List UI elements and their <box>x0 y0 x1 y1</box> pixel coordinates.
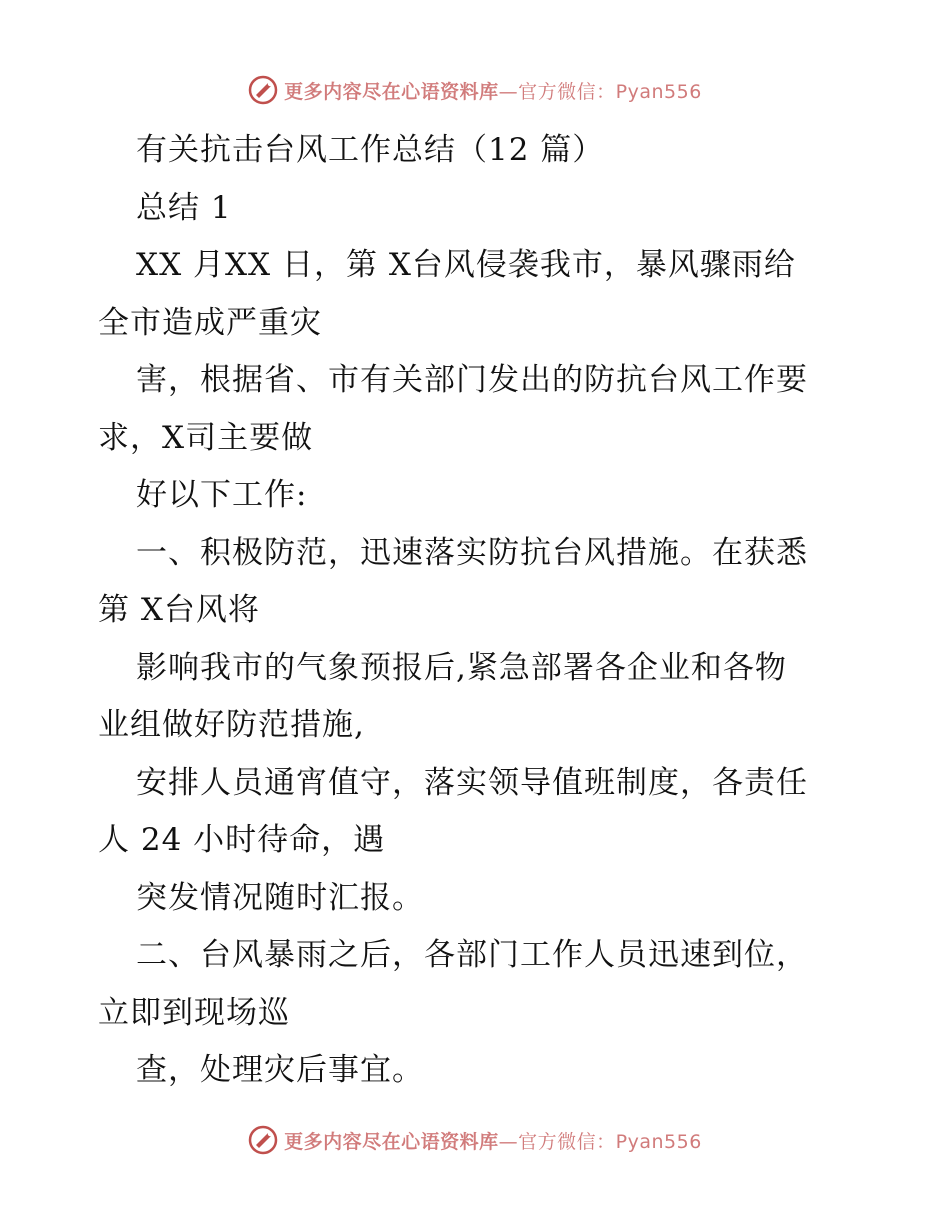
paragraph-line: 求，X司主要做 <box>98 419 314 456</box>
paragraph-line: 业组做好防范措施, <box>98 707 365 743</box>
paragraph-line: 影响我市的气象预报后,紧急部署各企业和各物 <box>136 649 787 686</box>
watermark-wechat: 官方微信：Pyan556 <box>518 80 702 103</box>
paragraph-line: 第 X台风将 <box>98 592 260 628</box>
paragraph-line: 全市造成严重灾 <box>98 304 322 341</box>
paragraph-line: XX 月XX 日，第 X台风侵袭我市，暴风骤雨给 <box>136 247 796 283</box>
watermark-main: 更多内容尽在心语资料库 <box>284 1130 499 1153</box>
watermark-separator: — <box>498 80 519 103</box>
logo-icon <box>248 1125 278 1155</box>
paragraph-line: 一、积极防范，迅速落实防抗台风措施。在获悉 <box>136 534 808 571</box>
paragraph-line: 二、台风暴雨之后，各部门工作人员迅速到位， <box>136 937 808 973</box>
watermark-wechat: 官方微信：Pyan556 <box>518 1130 702 1153</box>
watermark-text <box>284 77 702 104</box>
paragraph-line: 安排人员通宵值守，落实领导值班制度，各责任 <box>136 764 808 801</box>
paragraph-line: 害，根据省、市有关部门发出的防抗台风工作要 <box>136 362 808 398</box>
paragraph-line: 立即到现场巡 <box>98 994 290 1031</box>
document-body <box>98 122 858 1100</box>
paragraph-line: 查，处理灾后事宜。 <box>136 1052 424 1088</box>
watermark-footer <box>0 1120 950 1160</box>
watermark-header <box>0 70 950 110</box>
watermark-main: 更多内容尽在心语资料库 <box>284 80 499 103</box>
logo-icon <box>248 75 278 105</box>
paragraph-line: 人 24 小时待命，遇 <box>98 822 386 858</box>
section-heading: 总结 1 <box>136 189 232 226</box>
watermark-text <box>284 1127 702 1154</box>
watermark-separator: — <box>498 1130 519 1153</box>
paragraph-line: 好以下工作: <box>136 477 308 513</box>
paragraph-line: 突发情况随时汇报。 <box>136 879 424 916</box>
document-title: 有关抗击台风工作总结（12 篇） <box>136 132 605 168</box>
